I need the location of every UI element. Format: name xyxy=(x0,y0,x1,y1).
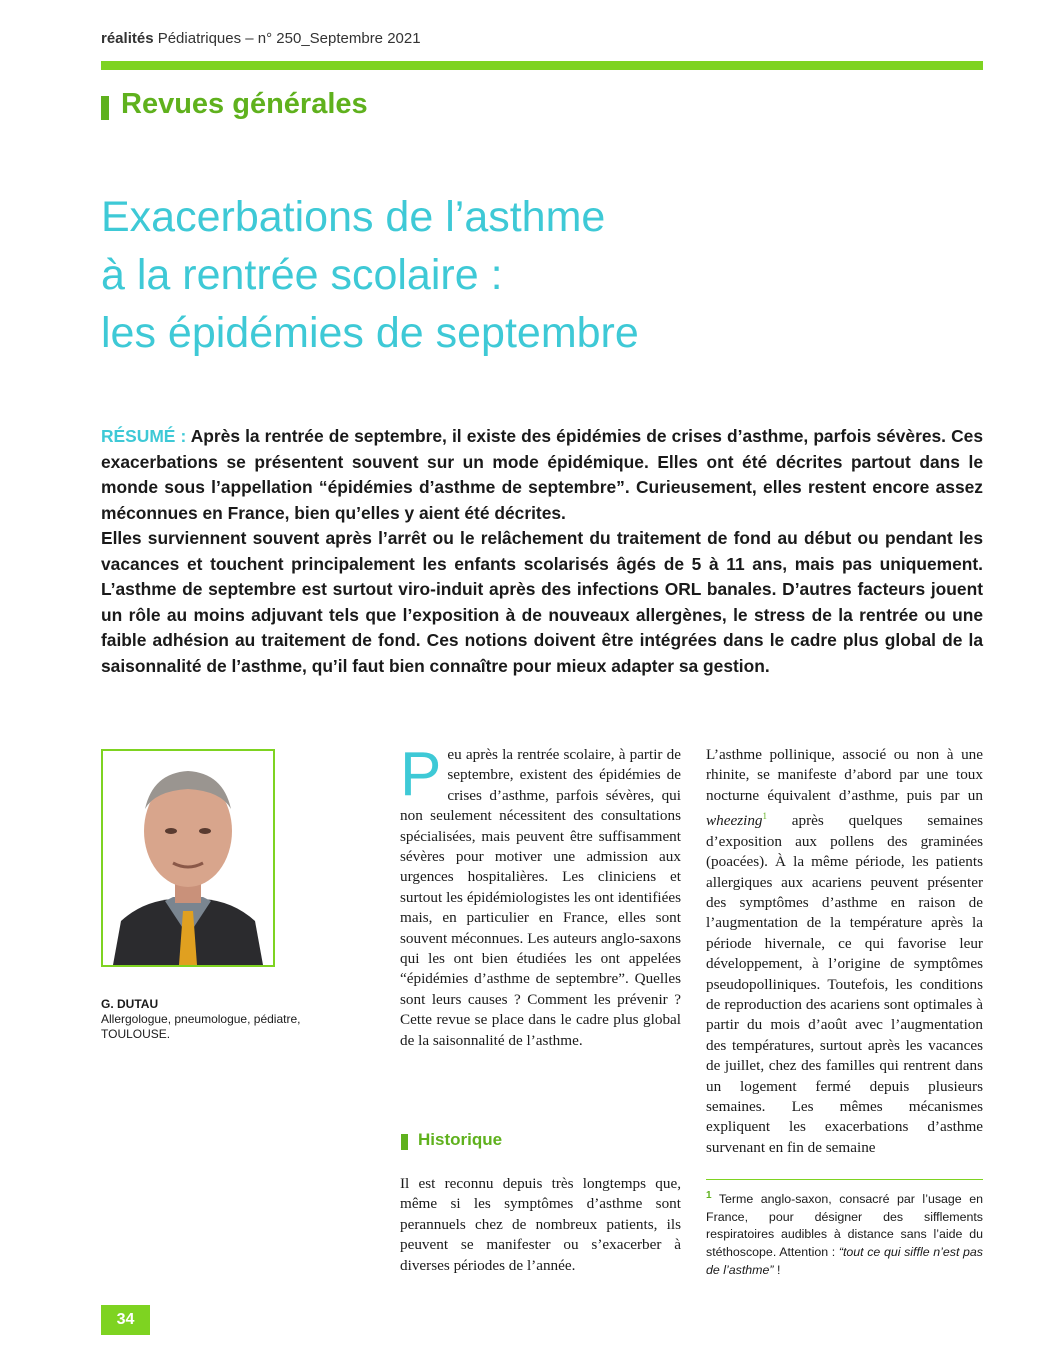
body-column-1 xyxy=(400,740,681,1051)
footnote-end: ! xyxy=(773,1262,781,1277)
author-block xyxy=(101,997,361,1042)
title-line-3: les épidémies de septembre xyxy=(101,309,639,357)
author-role: Allergologue, pneumologue, pédiatre, xyxy=(101,1012,301,1026)
page-number: 34 xyxy=(101,1305,150,1335)
journal-brand: réalités xyxy=(101,30,154,47)
historique-paragraph: Il est reconnu depuis très longtemps que, même si les symptômes d’asthme sont perannuels chez de nombreux patients, ils peuvent se manifester ou s’exacerber à diverses périodes de l’année. xyxy=(400,1175,681,1274)
title-line-1: Exacerbations de l’asthme xyxy=(101,193,606,241)
footnote-rule xyxy=(706,1179,983,1180)
abstract-para-1 xyxy=(101,424,983,526)
historique-heading: Historique xyxy=(418,1130,503,1149)
author-name: G. DUTAU xyxy=(101,997,159,1011)
wheezing-term: wheezing xyxy=(706,812,763,830)
body-column-2 xyxy=(706,745,983,1158)
article-title xyxy=(101,188,639,362)
section-marker xyxy=(101,96,109,120)
footnote xyxy=(706,1187,983,1279)
abstract-label: RÉSUMÉ : xyxy=(101,426,187,446)
author-portrait-illustration xyxy=(103,751,273,965)
running-header xyxy=(101,30,421,47)
header-rule xyxy=(101,61,983,70)
footnote-quote: “tout ce qui siffle n’est pas de l’asthme” xyxy=(706,1244,983,1277)
col2-text-b: après quelques semaines d’exposition aux pollens des graminées (poacées). À la même période, les patients allergiques aux acariens peuvent présenter des symptômes d’asthme en raison de l’augmentation de la température après la période hivernale, ce qui favorise leur développement, à l’origine de symptômes pseudopolliniques. Toutefois, les conditions de reproduction des acariens sont optimales à partir du mois d’août avec l’augmentation des températures, surtout après les vacances de juillet, chez des familles qui rentrent dans un logement fermé depuis plusieurs semaines. Les mêmes mécanismes expliquent les exacerbations d’asthme survenant en fin de semaine xyxy=(706,812,983,1156)
intro-paragraph: eu après la rentrée scolaire, à partir de septembre, existent des épidémies de crises d’asthme, parfois sévères, qui non seulement nécessitent des consultations spécialisées, mais peuvent être suffisamment sévères pour motiver une admission aux urgences hospitalières. Les cliniciens et surtout les épidémiologistes les ont identifiées mais, en particulier en France, elles sont souvent méconnues. Les auteurs anglo-saxons qui les ont bien étudiées les ont appelées “épidémies d’asthme de septembre”. Quelles sont leurs causes ? Comment les prévenir ? Cette revue se place dans le cadre plus global de la saisonnalité de l’asthme. xyxy=(400,746,681,1049)
abstract-text-1: Après la rentrée de septembre, il existe des épidémies de crises d’asthme, parfois sévères. Ces exacerbations se présentent souvent sur un mode épidémique. Elles ont été décrites partout dans le monde sous l’appellation “épidémies d’asthme de septembre”. Curieusement, elles restent encore assez méconnues en France, bien qu’elles y aient été décrites. xyxy=(101,426,983,523)
footnote-ref[interactable]: 1 xyxy=(762,811,768,822)
title-line-2: à la rentrée scolaire : xyxy=(101,251,503,299)
footnote-number: 1 xyxy=(706,1190,712,1201)
col2-text-a: L’asthme pollinique, associé ou non à une rhinite, se manifeste d’abord par une toux nocturne équivalent d’asthme, puis par un xyxy=(706,746,983,804)
drop-cap: P xyxy=(400,740,442,809)
section-title: Revues générales xyxy=(121,88,368,120)
abstract-para-2: Elles surviennent souvent après l’arrêt ou le relâchement du traitement de fond au début ou pendant les vacances et touchent principalement les enfants scolarisés âgés de 5 à 11 ans, mais pas uniquement. L’asthme de septembre est surtout viro-induit après des infections ORL banales. D’autres facteurs jouent un rôle au moins adjuvant tels que l’exposition à de nouveaux allergènes, le stress de la rentrée ou une faible adhésion au traitement de fond. Ces notions doivent être intégrées dans le cadre plus global de la saisonnalité de l’asthme, qu’il faut bien connaître pour mieux adapter sa gestion. xyxy=(101,528,983,676)
issue-info: Pédiatriques – n° 250_Septembre 2021 xyxy=(153,30,421,47)
pollen-paragraph xyxy=(706,745,983,1158)
author-photo xyxy=(101,749,275,967)
author-city: TOULOUSE. xyxy=(101,1027,171,1041)
footnote-text: Terme anglo-saxon, consacré par l’usage en France, pour désigner des sifflements respiratoires audibles à distance sans l’aide du stéthoscope. Attention : xyxy=(706,1192,983,1259)
subsection-marker xyxy=(401,1134,408,1150)
abstract xyxy=(101,424,983,679)
